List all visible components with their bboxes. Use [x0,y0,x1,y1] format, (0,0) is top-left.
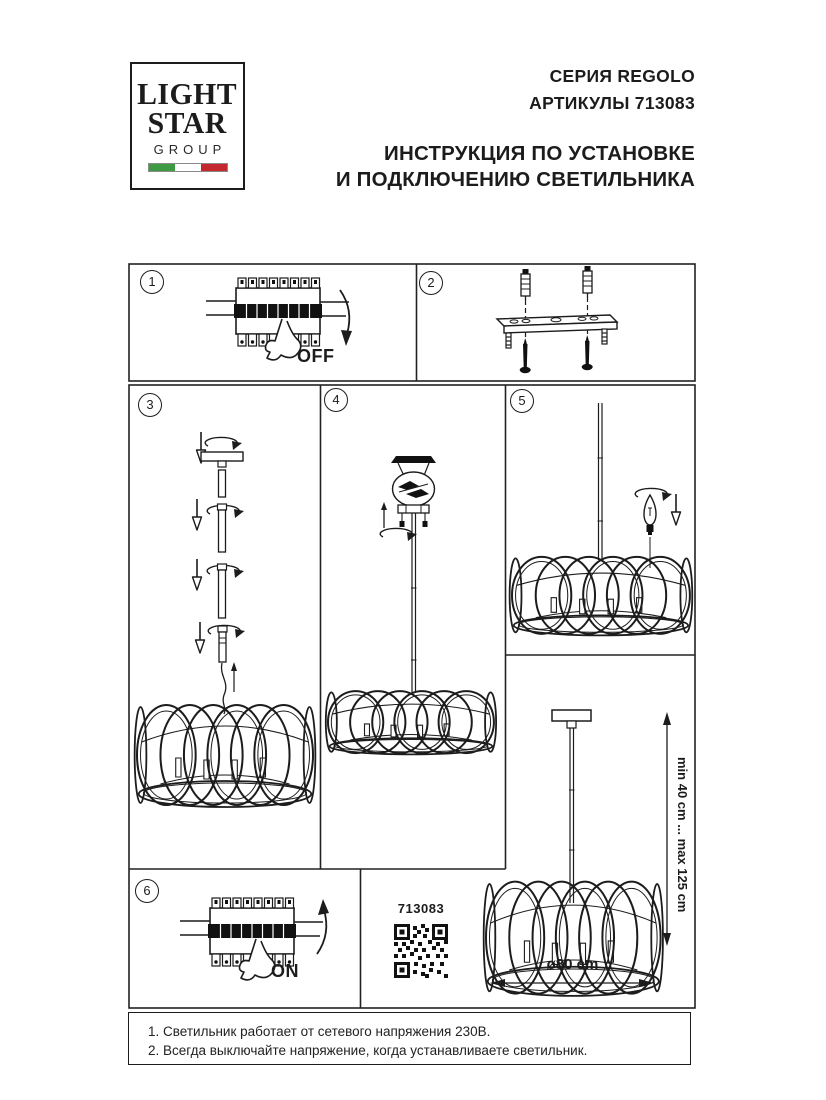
qr-code [394,924,448,978]
diameter-label: ø80 cm [546,956,599,973]
step-number-1: 1 [140,270,164,294]
step-number-2: 2 [419,271,443,295]
final-dimension-diagram [484,710,671,996]
step-number-4: 4 [324,388,348,412]
series-title: СЕРИЯ REGOLO [549,66,695,86]
step4-canopy-diagram [326,456,496,754]
step-number-6: 6 [135,879,159,903]
step5-bulb-diagram [510,403,693,635]
off-arrow-icon [341,330,352,346]
logo-group: GROUP [153,141,227,157]
footer-note-2: 2. Всегда выключайте напряжение, когда устанавливаете светильник. [148,1043,588,1058]
height-dimension-arrow [663,712,671,946]
logo-star: STAR [147,105,228,140]
on-label: ON [271,961,299,981]
article-code-label: 713083 [397,901,445,916]
logo-light: LIGHT [137,76,238,112]
step-number-5: 5 [510,389,534,413]
footer-note-1: 1. Светильник работает от сетевого напряжения 230В. [148,1024,491,1039]
step6-breaker-on-diagram [180,898,329,980]
instruction-title-line1: ИНСТРУКЦИЯ ПО УСТАНОВКЕ [384,142,695,165]
step-number-3: 3 [138,393,162,417]
off-label: OFF [297,346,335,366]
instruction-title-line2: И ПОДКЛЮЧЕНИЮ СВЕТИЛЬНИКА [335,168,695,191]
height-range-label: min 40 cm ... max 125 cm [675,757,690,913]
on-arrow-icon [318,899,329,915]
article-title: АРТИКУЛЫ 713083 [529,93,695,113]
footer-notes [128,1012,691,1065]
step2-bracket-diagram [497,266,617,373]
step3-rod-assembly-diagram [135,432,316,807]
